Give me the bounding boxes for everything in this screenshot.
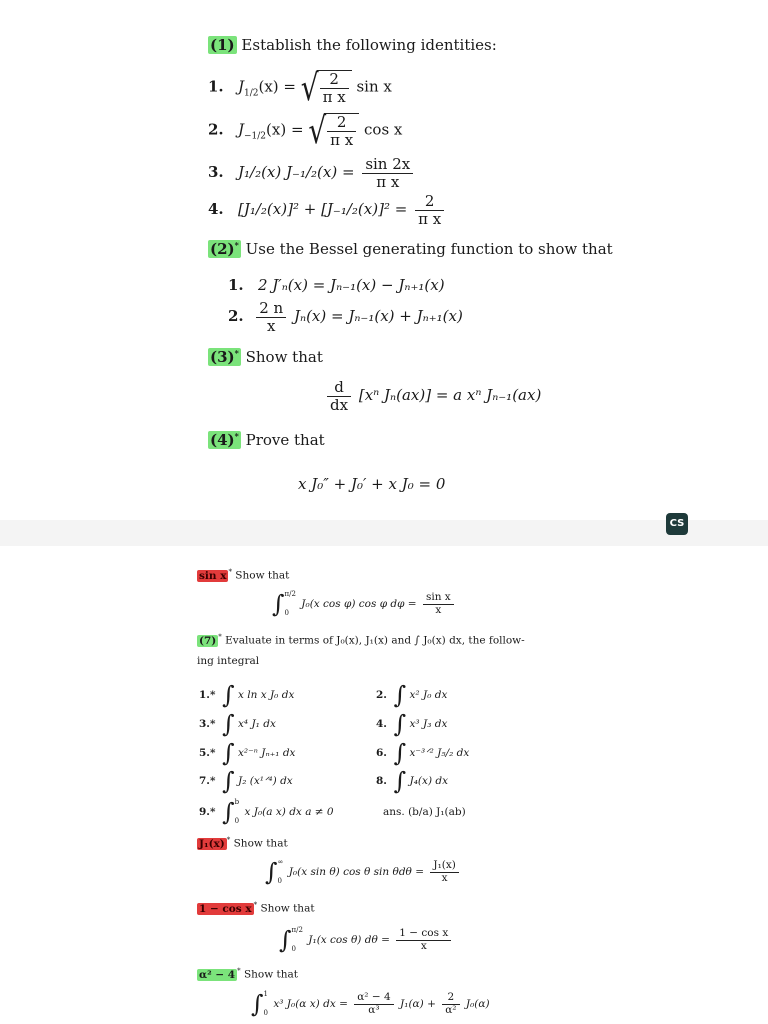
q7-text-cont: ing integral xyxy=(197,655,260,667)
item-number: 3. xyxy=(208,163,224,181)
integral-sign-icon: ∫ xyxy=(393,710,407,738)
lower: 0 xyxy=(234,817,240,825)
end-term: J₀(α) xyxy=(465,998,490,1010)
denominator: π x xyxy=(322,87,346,106)
integral-sign-icon: ∫ xyxy=(222,798,235,826)
page-gap xyxy=(0,520,768,546)
star: * xyxy=(226,836,231,844)
fraction xyxy=(423,592,454,616)
denominator: x xyxy=(420,939,427,952)
integral-sign-icon: ∫ xyxy=(393,767,407,795)
integral-sign-icon: ∫ xyxy=(265,858,278,886)
fraction xyxy=(415,193,444,227)
expression: x³ J₀(α x) dx = xyxy=(273,998,348,1010)
integral-sign-icon: ∫ xyxy=(222,681,235,709)
denominator: x xyxy=(435,603,442,616)
q3-equation xyxy=(324,379,541,413)
item-number: 4. xyxy=(208,200,224,218)
item-number: 4. xyxy=(376,718,387,730)
lower: 0 xyxy=(291,945,296,953)
expression: [xⁿ Jₙ(ax)] = a xⁿ Jₙ₋₁(ax) xyxy=(358,386,542,404)
expression: x² J₀ dx xyxy=(409,689,448,701)
q3-heading xyxy=(208,348,323,366)
fraction xyxy=(256,300,286,334)
q2-item-2 xyxy=(228,300,463,334)
q2-item-1 xyxy=(228,276,445,294)
q2-number xyxy=(208,240,241,258)
expression: J₀(x cos φ) cos φ dφ = xyxy=(301,598,417,610)
item-number: 3.* xyxy=(199,718,216,730)
q4-text: Prove that xyxy=(245,431,325,449)
number: (3) xyxy=(210,348,235,366)
item-number: 6. xyxy=(376,747,387,759)
rhs: sin x xyxy=(356,77,392,96)
expression: x²⁻ⁿ Jₙ₊₁ dx xyxy=(238,747,296,759)
q7-item-5 xyxy=(199,739,295,767)
number: sin x xyxy=(199,569,227,582)
lower: 0 xyxy=(284,609,289,617)
denominator: dx xyxy=(330,395,349,414)
order: 1/2 xyxy=(244,88,259,99)
q1-heading xyxy=(208,36,497,54)
upper: π/2 xyxy=(291,926,303,934)
order: −1/2 xyxy=(244,131,267,142)
numerator: 2 xyxy=(415,193,444,211)
star: * xyxy=(234,348,239,358)
limits xyxy=(292,927,303,953)
q10-number xyxy=(197,969,237,981)
limits xyxy=(264,991,268,1017)
middle-term: J₁(α) + xyxy=(400,998,436,1010)
q8-heading xyxy=(197,836,288,850)
upper: π/2 xyxy=(284,590,296,598)
q2-heading xyxy=(208,240,613,258)
denominator: π x xyxy=(330,130,354,149)
q9-text: Show that xyxy=(260,902,315,915)
limits xyxy=(278,859,284,885)
star: * xyxy=(237,967,241,975)
expression: x J₀″ + J₀′ + x J₀ = 0 xyxy=(298,475,446,493)
bessel-j: J xyxy=(237,120,244,139)
q7-item-7 xyxy=(199,767,293,795)
denominator: x xyxy=(266,316,276,335)
expression: x J₀(a x) dx a ≠ 0 xyxy=(244,806,334,818)
arg: (x) = xyxy=(258,77,296,96)
item-number: 7.* xyxy=(199,775,216,787)
q8-number xyxy=(197,838,227,850)
item-number: 1.* xyxy=(199,689,216,701)
q6-text: Show that xyxy=(235,569,290,582)
q7-item-2 xyxy=(376,681,447,709)
number: J₁(x) xyxy=(199,837,225,850)
expression: 2 J′ₙ(x) = Jₙ₋₁(x) − Jₙ₊₁(x) xyxy=(257,276,445,294)
q4-equation xyxy=(298,475,445,493)
expression: J₁/₂(x) J₋₁/₂(x) = xyxy=(237,163,355,181)
upper: b xyxy=(234,798,240,806)
expression: J₄(x) dx xyxy=(409,775,449,787)
rhs: cos x xyxy=(364,120,403,139)
numerator: 1 − cos x xyxy=(396,928,451,941)
q7-number xyxy=(197,635,218,647)
number: α² − 4 xyxy=(199,968,236,981)
q1-item-1 xyxy=(208,66,392,109)
q7-text: Evaluate in terms of J₀(x), J₁(x) and ∫ J₀(x) dx, the follow- xyxy=(225,634,525,647)
q7-item-9 xyxy=(199,798,334,826)
item-number: 1. xyxy=(208,77,224,96)
lower: 0 xyxy=(263,1009,268,1017)
fraction xyxy=(396,928,451,952)
numerator: 2 n xyxy=(256,300,286,318)
star: * xyxy=(234,240,239,250)
expression: x³ J₃ dx xyxy=(409,718,448,730)
expression: J₂ (x¹ᐟ⁴) dx xyxy=(238,775,293,787)
q7-item-8 xyxy=(376,767,448,795)
q7-heading xyxy=(197,633,525,647)
integral-sign-icon: ∫ xyxy=(222,739,235,767)
item-number: 2. xyxy=(228,307,244,325)
q4-number xyxy=(208,431,241,449)
q7-item-1 xyxy=(199,681,294,709)
q7-answer: ans. (b/a) J₁(ab) xyxy=(383,806,466,818)
derivative xyxy=(327,379,351,413)
integral-sign-icon: ∫ xyxy=(393,739,407,767)
lower: 0 xyxy=(277,877,282,885)
q10-heading xyxy=(197,967,298,981)
numerator: sin x xyxy=(423,592,454,605)
q6-equation xyxy=(272,590,457,618)
numerator: 2 xyxy=(327,114,356,132)
item-number: 5.* xyxy=(199,747,216,759)
q2-text: Use the Bessel generating function to show that xyxy=(245,240,613,258)
item-number: 8. xyxy=(376,775,387,787)
denominator: π x xyxy=(376,172,400,191)
star: * xyxy=(228,568,232,576)
q9-number xyxy=(197,903,254,915)
number: (4) xyxy=(210,431,235,449)
q8-text: Show that xyxy=(233,837,288,850)
star: * xyxy=(253,901,258,909)
fraction xyxy=(362,156,413,190)
integral-sign-icon: ∫ xyxy=(222,767,235,795)
q9-equation xyxy=(279,926,454,954)
integral-sign-icon: ∫ xyxy=(251,990,264,1018)
q3-number xyxy=(208,348,241,366)
item-number: 2. xyxy=(376,689,387,701)
numerator: 2 xyxy=(442,992,459,1005)
numerator: sin 2x xyxy=(362,156,413,174)
fraction xyxy=(430,860,459,884)
arg: (x) = xyxy=(266,120,304,139)
item-number: 1. xyxy=(228,276,244,294)
number: (2) xyxy=(210,240,235,258)
expression: x⁴ J₁ dx xyxy=(238,718,276,730)
item-number: 9.* xyxy=(199,806,216,818)
bessel-j: J xyxy=(237,77,244,96)
q6-number xyxy=(197,570,228,582)
q1-number: (1) xyxy=(210,36,235,54)
q1-item-3 xyxy=(208,156,416,190)
denominator: π x xyxy=(418,209,442,228)
q10-text: Show that xyxy=(243,968,299,981)
number: 1 − cos x xyxy=(199,902,252,915)
star: * xyxy=(218,633,222,641)
item-number: 2. xyxy=(208,120,224,139)
expression: x⁻³ᐟ² J₅/₂ dx xyxy=(409,747,470,759)
number: (7) xyxy=(199,634,217,647)
expression: Jₙ(x) = Jₙ₋₁(x) + Jₙ₊₁(x) xyxy=(293,307,463,325)
q7-item-4 xyxy=(376,710,447,738)
integral-sign-icon: ∫ xyxy=(393,681,407,709)
fraction xyxy=(354,992,393,1016)
q1-item-4 xyxy=(208,193,447,227)
expression: J₀(x sin θ) cos θ sin θdθ = xyxy=(288,866,425,878)
upper: 1 xyxy=(263,990,268,998)
sqrt: √ $\frac{2}{\text{π x}}$ xyxy=(308,113,359,148)
numerator: d xyxy=(327,379,351,397)
q1-text: Establish the following identities: xyxy=(241,36,497,54)
expression: [J₁/₂(x)]² + [J₋₁/₂(x)]² = xyxy=(237,200,408,218)
q9-heading xyxy=(197,901,315,915)
q8-equation xyxy=(265,858,462,886)
fraction-2 xyxy=(442,992,459,1016)
q7-item-6 xyxy=(376,739,469,767)
q7-item-3 xyxy=(199,710,276,738)
numerator: 2 xyxy=(320,71,349,89)
integral-sign-icon: ∫ xyxy=(222,710,235,738)
limits xyxy=(285,591,296,617)
numerator: α² − 4 xyxy=(354,992,393,1005)
numerator: J₁(x) xyxy=(430,860,459,873)
denominator: α² xyxy=(445,1003,457,1016)
limits xyxy=(235,799,239,825)
q1-item-2 xyxy=(208,109,403,152)
sqrt: √ $\frac{2}{\text{π x}}$ xyxy=(301,70,352,105)
denominator: α³ xyxy=(368,1003,380,1016)
q10-equation xyxy=(251,990,490,1018)
denominator: x xyxy=(441,871,448,884)
star: * xyxy=(234,431,239,441)
integral-sign-icon: ∫ xyxy=(279,926,292,954)
q4-heading xyxy=(208,431,325,449)
upper: ∞ xyxy=(277,858,284,866)
q6-heading xyxy=(197,568,289,582)
q3-text: Show that xyxy=(245,348,323,366)
expression: J₁(x cos θ) dθ = xyxy=(308,934,390,946)
integral-sign-icon: ∫ xyxy=(272,590,285,618)
camscanner-logo-icon: CS xyxy=(666,513,688,535)
expression: x ln x J₀ dx xyxy=(238,689,295,701)
